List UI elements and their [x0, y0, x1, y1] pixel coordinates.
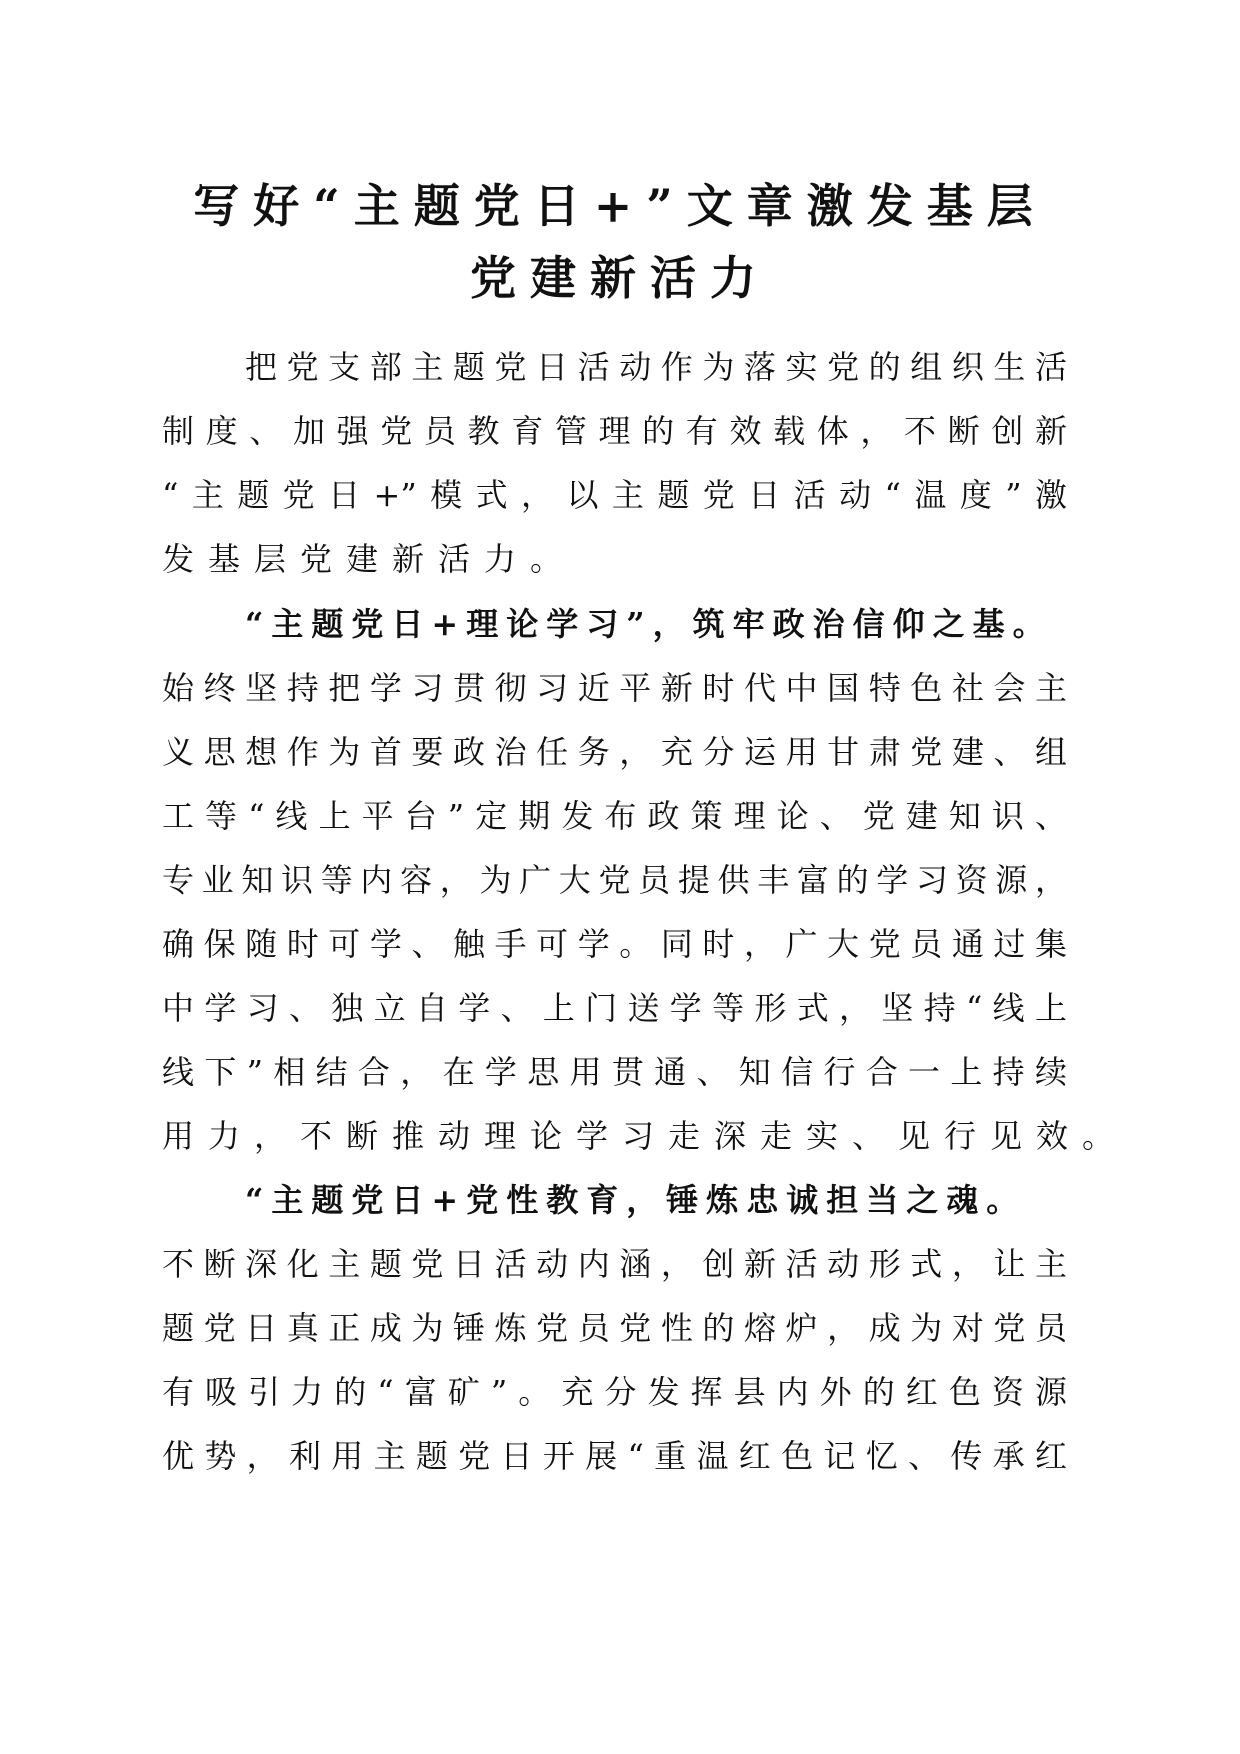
document-title-line-2: 党建新活力: [470, 251, 770, 305]
paragraph-line: 不断深化主题党日活动内涵，创新活动形式，让主: [162, 1245, 1067, 1283]
paragraph-line: 线下”相结合，在学思用贯通、知信行合一上持续: [162, 1053, 1067, 1091]
paragraph-line: 专业知识等内容，为广大党员提供丰富的学习资源，: [162, 861, 1067, 899]
paragraph-line: 制度、加强党员教育管理的有效载体，不断创新: [162, 412, 1067, 450]
document-title-line-1: 写好“主题党日+”文章激发基层: [193, 179, 1047, 233]
paragraph-line: 中学习、独立自学、上门送学等形式，坚持“线上: [162, 989, 1067, 1027]
paragraph-line: 有吸引力的“富矿”。充分发挥县内外的红色资源: [162, 1373, 1067, 1411]
paragraph-line: 始终坚持把学习贯彻习近平新时代中国特色社会主: [162, 669, 1067, 707]
paragraph-line: 工等“线上平台”定期发布政策理论、党建知识、: [162, 797, 1067, 835]
paragraph-line: 优势，利用主题党日开展“重温红色记忆、传承红: [162, 1437, 1067, 1475]
paragraph-line: “主题党日+”模式，以主题党日活动“温度”激: [162, 476, 1067, 514]
paragraph-line: 把党支部主题党日活动作为落实党的组织生活: [245, 348, 1067, 386]
section-heading-theory-study: “主题党日+理论学习”，筑牢政治信仰之基。: [245, 605, 1053, 643]
paragraph-line: 确保随时可学、触手可学。同时，广大党员通过集: [162, 925, 1067, 963]
section-heading-party-education: “主题党日+党性教育，锤炼忠诚担当之魂。: [245, 1181, 1027, 1219]
paragraph-line: 义思想作为首要政治任务，充分运用甘肃党建、组: [162, 733, 1067, 771]
paragraph-line: 用力，不断推动理论学习走深走实、见行见效。: [162, 1117, 1129, 1155]
paragraph-line: 发基层党建新活力。: [162, 540, 577, 578]
paragraph-line: 题党日真正成为锤炼党员党性的熔炉，成为对党员: [162, 1309, 1067, 1347]
